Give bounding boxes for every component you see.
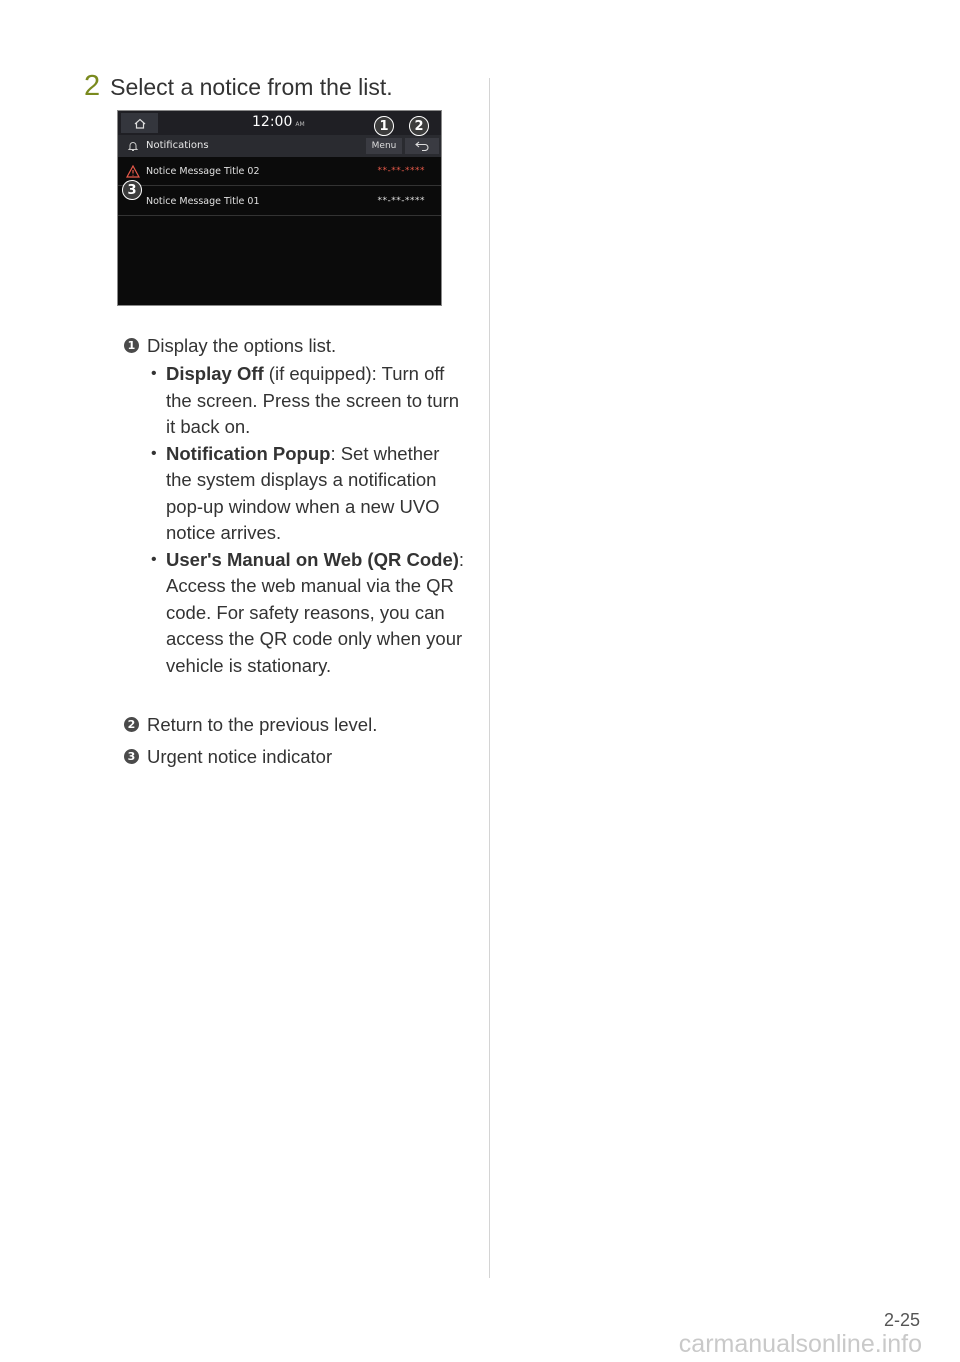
item-text: Display the options list. [147, 335, 337, 356]
item-text: Return to the previous level. [147, 714, 378, 735]
option-term: Notification Popup [166, 442, 331, 464]
home-button[interactable] [121, 113, 158, 133]
watermark: carmanualsonline.info [678, 1330, 922, 1358]
legend-item-3 [124, 746, 332, 768]
option-users-manual [150, 547, 468, 680]
option-desc: (if equipped): Turn off the screen. Press the screen to turn it back on. [166, 363, 460, 437]
column-divider [489, 78, 490, 1278]
option-term: Display Off [166, 363, 264, 384]
notice-title: Notice Message Title 01 [146, 196, 260, 207]
options-list [150, 361, 468, 679]
callout-2: 2 [409, 116, 429, 136]
legend-item-2 [124, 714, 377, 736]
page-number: 2-25 [883, 1310, 920, 1330]
clock-time: 12:00 [252, 114, 293, 130]
screen-title: Notifications [146, 140, 209, 151]
menu-button[interactable]: Menu [366, 138, 402, 154]
item-text: Urgent notice indicator [147, 746, 333, 767]
notice-title: Notice Message Title 02 [146, 166, 260, 177]
legend-item-1 [124, 335, 336, 357]
callout-3: 3 [122, 180, 142, 200]
notice-row[interactable] [118, 188, 441, 216]
option-term: User's Manual on Web (QR Code) [166, 548, 459, 570]
clock [252, 114, 305, 130]
notice-row[interactable] [118, 158, 441, 186]
option-display-off [150, 361, 468, 441]
bell-icon [127, 140, 139, 152]
callout-1: 1 [374, 116, 394, 136]
notice-date: **-**-**** [377, 166, 425, 176]
back-button[interactable] [405, 138, 439, 154]
clock-ampm: AM [295, 121, 305, 128]
step-heading [84, 70, 393, 103]
item-badge: 1 [124, 338, 139, 353]
option-desc: : Access the web manual via the QR code. For safety reasons, you can access the QR code only when your vehicle is stationary. [166, 548, 465, 676]
notifications-screenshot [117, 110, 442, 306]
home-icon [134, 118, 146, 129]
option-desc: : Set whether the system displays a notification pop-up window when a new UVO notice arrives. [166, 442, 440, 543]
screen-header [118, 135, 441, 157]
option-notification-popup [150, 441, 468, 547]
urgent-warning-icon [126, 165, 140, 178]
notice-date: **-**-**** [377, 196, 425, 206]
back-icon [415, 141, 429, 151]
item-badge: 3 [124, 749, 139, 764]
item-badge: 2 [124, 717, 139, 732]
step-number: 2 [84, 70, 101, 102]
step-text: Select a notice from the list. [110, 74, 393, 100]
